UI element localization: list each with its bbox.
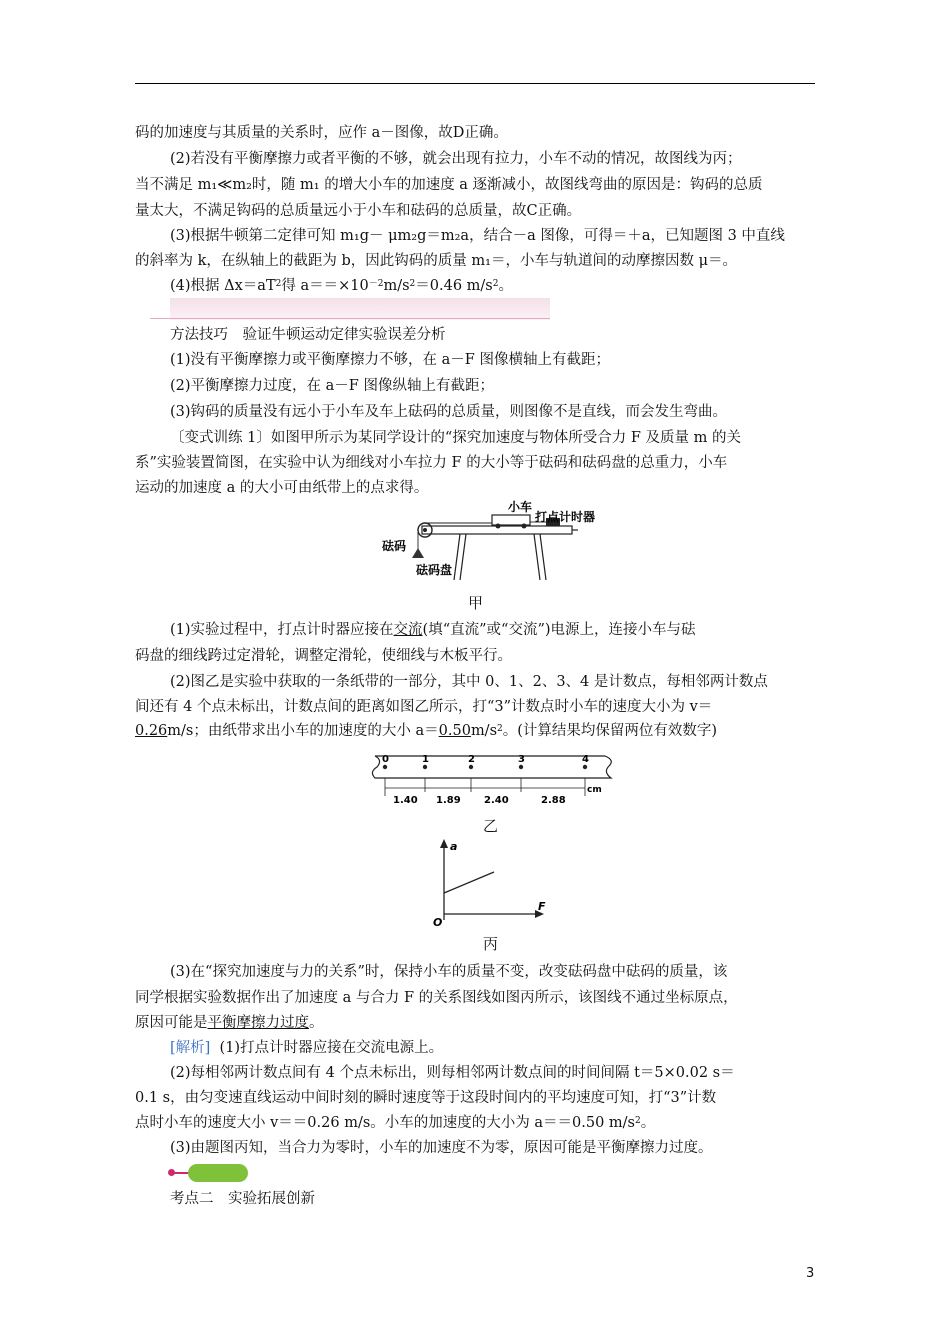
tape-outline xyxy=(372,756,611,778)
answer-blank: 0.26 xyxy=(135,723,168,739)
graph-line xyxy=(444,872,494,893)
caption-bing: 丙 xyxy=(483,935,499,953)
caption-yi: 乙 xyxy=(483,817,499,835)
text-line: (3)根据牛顿第二定律可知 m₁g－ μm₂g＝m₂a，结合－a 图像，可得＝＋a，已知题图 3 中直线 xyxy=(170,228,785,244)
text-line: 原因可能是平衡摩擦力过度。 xyxy=(135,1015,324,1031)
text-line: (2)若没有平衡摩擦力或者平衡的不够，就会出现有拉力，小车不动的情况，故图线为丙； xyxy=(170,151,742,167)
answer-blank: 0.50 xyxy=(438,723,471,739)
text-line: 运动的加速度 a 的大小可由纸带上的点求得。 xyxy=(135,480,429,496)
answer-blank: 平衡摩擦力过度 xyxy=(207,1015,309,1031)
text-line: 0.26m/s；由纸带求出小车的加速度的大小 $a=0.50m/s^2$。(计算结果均保留两位有效数字) xyxy=(135,723,718,739)
text-line: (1)实验过程中，打点计时器应接在交流(填“直流”或“交流”)电源上，连接小车与砝 xyxy=(170,622,696,638)
figure-apparatus xyxy=(380,498,620,588)
method-divider xyxy=(150,318,550,319)
text-line: 同学根据实验数据作出了加速度 a 与合力 F 的关系图线如图丙所示，该图线不通过坐标原点， xyxy=(135,990,738,1006)
pan-icon xyxy=(412,548,424,558)
y-axis-arrow-icon xyxy=(440,839,448,848)
method-title: 方法技巧 验证牛顿运动定律实验误差分析 xyxy=(170,327,446,343)
figure-tape xyxy=(365,748,625,808)
text-line: 码盘的细线跨过定滑轮，调整定滑轮，使细线与木板平行。 xyxy=(135,648,512,664)
tape-point-label: 4 xyxy=(582,754,589,765)
tape-distance-label: 2.40 xyxy=(484,795,509,806)
axis-label-f: F xyxy=(538,900,546,913)
analysis-tag: [解析] xyxy=(170,1040,211,1056)
section-marker-tag xyxy=(188,1164,248,1182)
text-line: (3)钩码的质量没有远小于小车及车上砝码的总质量，则图像不是直线，而会发生弯曲。 xyxy=(170,404,728,420)
tape-distance-label: 2.88 xyxy=(541,795,566,806)
page-number: 3 xyxy=(806,1266,815,1281)
answer-blank: 交流 xyxy=(393,622,423,638)
text-line: 0.1 s，由匀变速直线运动中间时刻的瞬时速度等于这段时间内的平均速度可知，打“3”计数 xyxy=(135,1090,717,1106)
text-line: 量太大，不满足钩码的总质量远小于小车和砝码的总质量，故C正确。 xyxy=(135,203,582,219)
section-title: 考点二 实验拓展创新 xyxy=(170,1191,315,1207)
axis-label-a: a xyxy=(450,840,458,853)
method-highlight-band xyxy=(170,298,550,320)
text-line: (4)根据 $\Delta x=aT^2$得 $a==\times 10^{-2}m/s^2=0.46$ $m/s^2$。 xyxy=(170,278,513,294)
text-line: (2)图乙是实验中获取的一条纸带的一部分，其中 0、1、2、3、4 是计数点，每相邻两计数点 xyxy=(170,674,768,690)
text-line: (3)在“探究加速度与力的关系”时，保持小车的质量不变，改变砝码盘中砝码的质量，该 xyxy=(170,964,728,980)
text-line: (3)由题图丙知，当合力为零时，小车的加速度不为零，原因可能是平衡摩擦力过度。 xyxy=(170,1140,713,1156)
text-line: (2)平衡摩擦力过度，在 a－F 图像纵轴上有截距； xyxy=(170,378,494,394)
tape-distance-label: 1.89 xyxy=(436,795,461,806)
tape-distance-label: 1.40 xyxy=(393,795,418,806)
tape-point xyxy=(519,765,523,769)
tape-point-label: 2 xyxy=(468,754,475,765)
tape-point xyxy=(383,765,387,769)
label-pan: 砝码盘 xyxy=(416,563,453,577)
tape-point-label: 1 xyxy=(422,754,429,765)
tape-point xyxy=(469,765,473,769)
text-line: 间还有 4 个点未标出，计数点间的距离如图乙所示，打“3”计数点时小车的速度大小为 v＝ xyxy=(135,699,713,715)
tape-point-label: 3 xyxy=(518,754,525,765)
text-line: [解析] (1)打点计时器应接在交流电源上。 xyxy=(170,1040,444,1056)
tape-point xyxy=(583,765,587,769)
header-rule xyxy=(135,83,815,84)
tape-point xyxy=(423,765,427,769)
tape-point-label: 0 xyxy=(382,754,389,765)
tape-unit: cm xyxy=(587,785,602,795)
text-line: 当不满足 m₁≪m₂时，随 m₁ 的增大小车的加速度 a 逐渐减小，故图线弯曲的原因是：钩码的总质 xyxy=(135,177,763,193)
text-line: (1)没有平衡摩擦力或平衡摩擦力不够，在 a－F 图像横轴上有截距； xyxy=(170,352,610,368)
origin-label: O xyxy=(433,916,443,928)
label-timer: 打点计时器 xyxy=(535,510,596,524)
cart-icon xyxy=(492,515,530,525)
section-marker-dot xyxy=(168,1169,175,1176)
text-line: 码的加速度与其质量的关系时，应作 a－图像，故D正确。 xyxy=(135,125,508,141)
text-line: 〔变式训练 1〕如图甲所示为某同学设计的“探究加速度与物体所受合力 F 及质量 m 的关 xyxy=(170,430,741,446)
figure-a-f-graph xyxy=(420,836,560,928)
caption-jia: 甲 xyxy=(468,594,484,612)
text-line: 系”实验装置简图，在实验中认为细线对小车拉力 F 的大小等于砝码和砝码盘的总重力，小车 xyxy=(135,455,728,471)
text-line: 点时小车的速度大小 v＝＝0.26 m/s。小车的加速度的大小为 a＝＝0.50 $m/s^2$。 xyxy=(135,1115,656,1131)
label-weight: 砝码 xyxy=(382,539,407,553)
text-line: 的斜率为 k，在纵轴上的截距为 b，因此钩码的质量 m₁＝，小车与轨道间的动摩擦因数 μ＝。 xyxy=(135,253,737,269)
text-line: (2)每相邻两计数点间有 4 个点未标出，则每相邻两计数点间的时间间隔 t＝5×0.02 s＝ xyxy=(170,1065,735,1081)
label-car: 小车 xyxy=(508,500,533,514)
